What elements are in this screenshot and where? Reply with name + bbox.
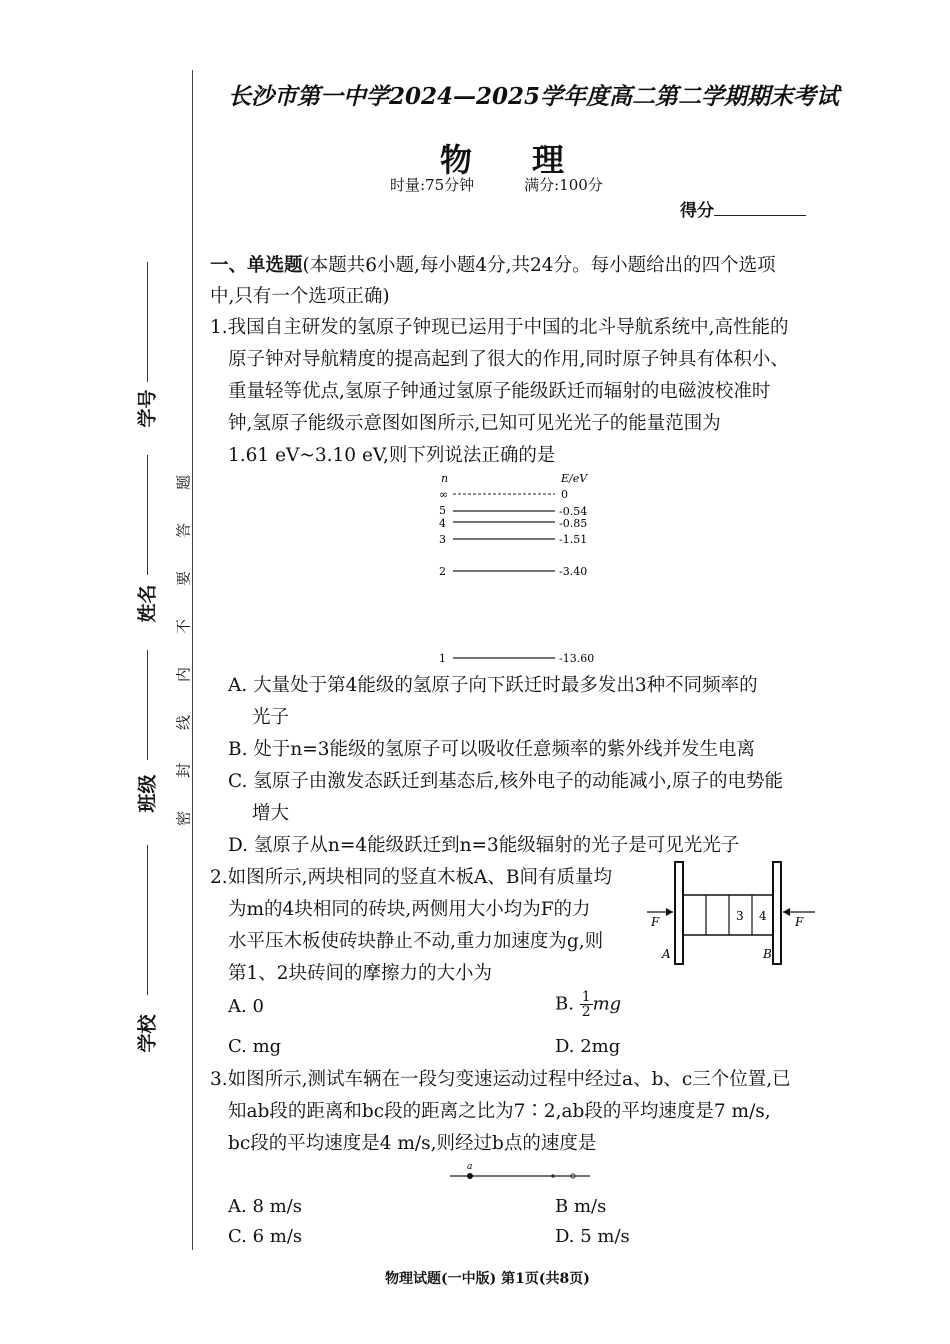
level-n: 2 (439, 565, 446, 578)
class-label: 班级 (136, 774, 159, 813)
level-e: -1.51 (559, 533, 588, 546)
board-a-label: A (662, 947, 671, 961)
page-footer: 物理试题(一中版) 第1页(共8页) (385, 1271, 590, 1287)
q2-option-a: A. 0 (228, 996, 264, 1017)
level-n: ∞ (439, 488, 449, 501)
q1-option-d: D. 氢原子从n=4能级跃迁到n=3能级辐射的光子是可见光光子 (228, 835, 740, 856)
score-blank[interactable] (714, 199, 806, 216)
level-e: -13.60 (559, 652, 595, 665)
full-score: 满分:100分 (524, 176, 603, 194)
score-label: 得分 (680, 201, 714, 221)
board-a (675, 862, 683, 964)
seal-char: 不 (174, 619, 193, 635)
level-e: -0.85 (559, 517, 588, 530)
q1-line: 1.61 eV~3.10 eV,则下列说法正确的是 (228, 445, 556, 466)
force-right-label: F (795, 915, 804, 929)
q3-line: bc段的平均速度是4 m/s,则经过b点的速度是 (228, 1133, 597, 1154)
q2-option-c: C. mg (228, 1036, 282, 1057)
binding-rule (192, 70, 193, 1250)
q3-line: 知ab段的距离和bc段的距离之比为7∶2,ab段的平均速度是7 m/s, (228, 1101, 771, 1122)
point-a-label: a (467, 1162, 473, 1172)
level-e: 0 (561, 488, 568, 501)
q3-line: 3.如图所示,测试车辆在一段匀变速运动过程中经过a、b、c三个位置,已 (210, 1069, 791, 1090)
seal-char: 封 (174, 763, 193, 779)
e-axis-label: E/eV (561, 472, 588, 485)
seal-char: 密 (174, 811, 193, 827)
q3-option-b: B m/s (555, 1196, 607, 1217)
level-n: 4 (439, 517, 446, 530)
student-id-blank (147, 262, 148, 382)
q2-line: 第1、2块砖间的摩擦力的大小为 (228, 963, 493, 984)
q1-option-b: B. 处于n=3能级的氢原子可以吸收任意频率的紫外线并发生电离 (228, 739, 756, 760)
abc-figure (445, 1158, 595, 1186)
level-n: 5 (439, 504, 446, 517)
level-n: 3 (439, 533, 446, 546)
brick-3-label: 3 (736, 909, 744, 923)
q2-line: 水平压木板使砖块静止不动,重力加速度为g,则 (228, 931, 604, 952)
school-label: 学校 (136, 1014, 159, 1053)
brick-figure (645, 860, 820, 970)
score-box (680, 196, 806, 221)
q1-line: 重量轻等优点,氢原子钟通过氢原子能级跃迁而辐射的电磁波校准时 (228, 381, 771, 402)
q3-option-d: D. 5 m/s (555, 1226, 630, 1247)
time-limit: 时量:75分钟 (390, 176, 475, 194)
subject-title: 物理 (440, 141, 625, 179)
level-e: -3.40 (559, 565, 588, 578)
q3-option-c: C. 6 m/s (228, 1226, 303, 1247)
school-blank (147, 845, 148, 995)
seal-char: 要 (174, 571, 193, 587)
name-label: 姓名 (136, 584, 159, 623)
exam-title: 长沙市第一中学2024—2025学年度高二第二学期期末考试 (228, 83, 840, 110)
seal-char: 内 (174, 667, 193, 683)
board-b-label: B (763, 947, 772, 961)
point-a (467, 1173, 473, 1179)
force-left-label: F (651, 915, 660, 929)
name-blank (147, 455, 148, 575)
q1-line: 钟,氢原子能级示意图如图所示,已知可见光光子的能量范围为 (228, 413, 721, 434)
section-desc: 中,只有一个选项正确) (210, 286, 390, 307)
energy-level-diagram (425, 472, 625, 672)
class-blank (147, 650, 148, 760)
section-heading: 一、单选题(本题共6小题,每小题4分,共24分。每小题给出的四个选项 (210, 255, 776, 276)
n-axis-label: n (441, 472, 449, 485)
force-arrow-left-head (666, 908, 673, 916)
seal-char: 答 (174, 523, 193, 539)
student-id-label: 学号 (136, 389, 159, 428)
force-arrow-right-head (783, 908, 790, 916)
q2-option-b: B. $\frac{1}{2}$ mg (555, 989, 622, 1020)
level-n: 1 (439, 652, 446, 665)
q1-option-a-cont: 光子 (252, 707, 290, 728)
q1-line: 原子钟对导航精度的提高起到了很大的作用,同时原子钟具有体积小、 (228, 349, 789, 370)
board-b (773, 862, 781, 964)
q1-option-c: C. 氢原子由激发态跃迁到基态后,核外电子的动能减小,原子的电势能 (228, 771, 784, 792)
q1-line: 1.我国自主研发的氢原子钟现已运用于中国的北斗导航系统中,高性能的 (210, 317, 789, 338)
q2-line: 为m的4块相同的砖块,两侧用大小均为F的力 (228, 899, 591, 920)
exam-meta (390, 174, 653, 195)
q2-line: 2.如图所示,两块相同的竖直木板A、B间有质量均 (210, 867, 612, 888)
seal-char: 题 (174, 475, 193, 491)
brick-4-label: 4 (759, 909, 767, 923)
q1-option-a: A. 大量处于第4能级的氢原子向下跃迁时最多发出3种不同频率的 (228, 675, 758, 696)
point-b (551, 1174, 555, 1178)
q3-option-a: A. 8 m/s (228, 1196, 302, 1217)
q1-option-c-cont: 增大 (252, 803, 290, 824)
seal-char: 线 (174, 715, 193, 731)
level-e: -0.54 (559, 505, 588, 518)
q2-option-d: D. 2mg (555, 1036, 621, 1057)
fraction: $\frac{1}{2}$ (581, 989, 591, 1020)
